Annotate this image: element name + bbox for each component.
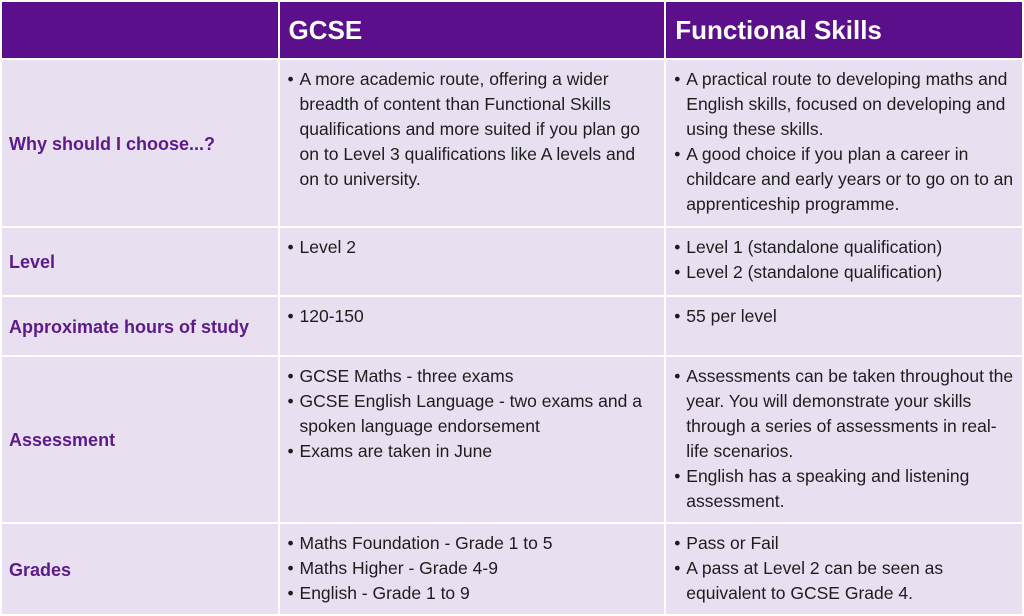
list-item: • Maths Foundation - Grade 1 to 5	[288, 531, 659, 556]
bullet-list	[288, 531, 659, 606]
header-gcse: GCSE	[280, 2, 665, 58]
list-item: • 55 per level	[674, 304, 1016, 329]
gcse-cell	[280, 228, 665, 295]
table-row-why-choose	[2, 60, 1022, 226]
gcse-cell	[280, 524, 665, 614]
list-item: • GCSE Maths - three exams	[288, 364, 659, 389]
row-label: Level	[2, 228, 278, 295]
gcse-cell	[280, 357, 665, 522]
bullet-list	[288, 364, 659, 464]
list-item: • Level 2	[288, 235, 659, 260]
bullet-list	[288, 67, 659, 192]
list-item: • Level 2 (standalone qualification)	[674, 260, 1016, 285]
header-row	[2, 2, 1022, 58]
functional-skills-cell	[666, 524, 1022, 614]
functional-skills-cell	[666, 297, 1022, 355]
row-label: Why should I choose...?	[2, 60, 278, 226]
gcse-cell	[280, 60, 665, 226]
bullet-list	[674, 364, 1016, 514]
list-item: • English - Grade 1 to 9	[288, 581, 659, 606]
row-label: Assessment	[2, 357, 278, 522]
functional-skills-cell	[666, 60, 1022, 226]
list-item: • GCSE English Language - two exams and a spoken language endorsement	[288, 389, 659, 439]
bullet-list	[674, 531, 1016, 606]
list-item: • Exams are taken in June	[288, 439, 659, 464]
bullet-list	[288, 304, 659, 329]
list-item: • English has a speaking and listening assessment.	[674, 464, 1016, 514]
gcse-cell	[280, 297, 665, 355]
list-item: • Assessments can be taken throughout the year. You will demonstrate your skills through a series of assessments in real-life scenarios.	[674, 364, 1016, 464]
list-item: • Pass or Fail	[674, 531, 1016, 556]
list-item: • Maths Higher - Grade 4-9	[288, 556, 659, 581]
table-row-grades	[2, 524, 1022, 614]
bullet-list	[674, 235, 1016, 285]
table-row-level	[2, 228, 1022, 295]
list-item: • A practical route to developing maths and English skills, focused on developing and using these skills.	[674, 67, 1016, 142]
header-corner	[2, 2, 278, 58]
functional-skills-cell	[666, 228, 1022, 295]
table-row-hours	[2, 297, 1022, 355]
list-item: • A good choice if you plan a career in childcare and early years or to go on to an apprenticeship programme.	[674, 142, 1016, 217]
bullet-list	[288, 235, 659, 260]
row-label: Approximate hours of study	[2, 297, 278, 355]
bullet-list	[674, 304, 1016, 329]
header-functional-skills: Functional Skills	[666, 2, 1022, 58]
bullet-list	[674, 67, 1016, 217]
functional-skills-cell	[666, 357, 1022, 522]
list-item: • 120-150	[288, 304, 659, 329]
list-item: • A pass at Level 2 can be seen as equivalent to GCSE Grade 4.	[674, 556, 1016, 606]
list-item: • A more academic route, offering a wider breadth of content than Functional Skills qualifications and more suited if you plan go on to Level 3 qualifications like A levels and on to university.	[288, 67, 659, 192]
table-row-assessment	[2, 357, 1022, 522]
row-label: Grades	[2, 524, 278, 614]
list-item: • Level 1 (standalone qualification)	[674, 235, 1016, 260]
